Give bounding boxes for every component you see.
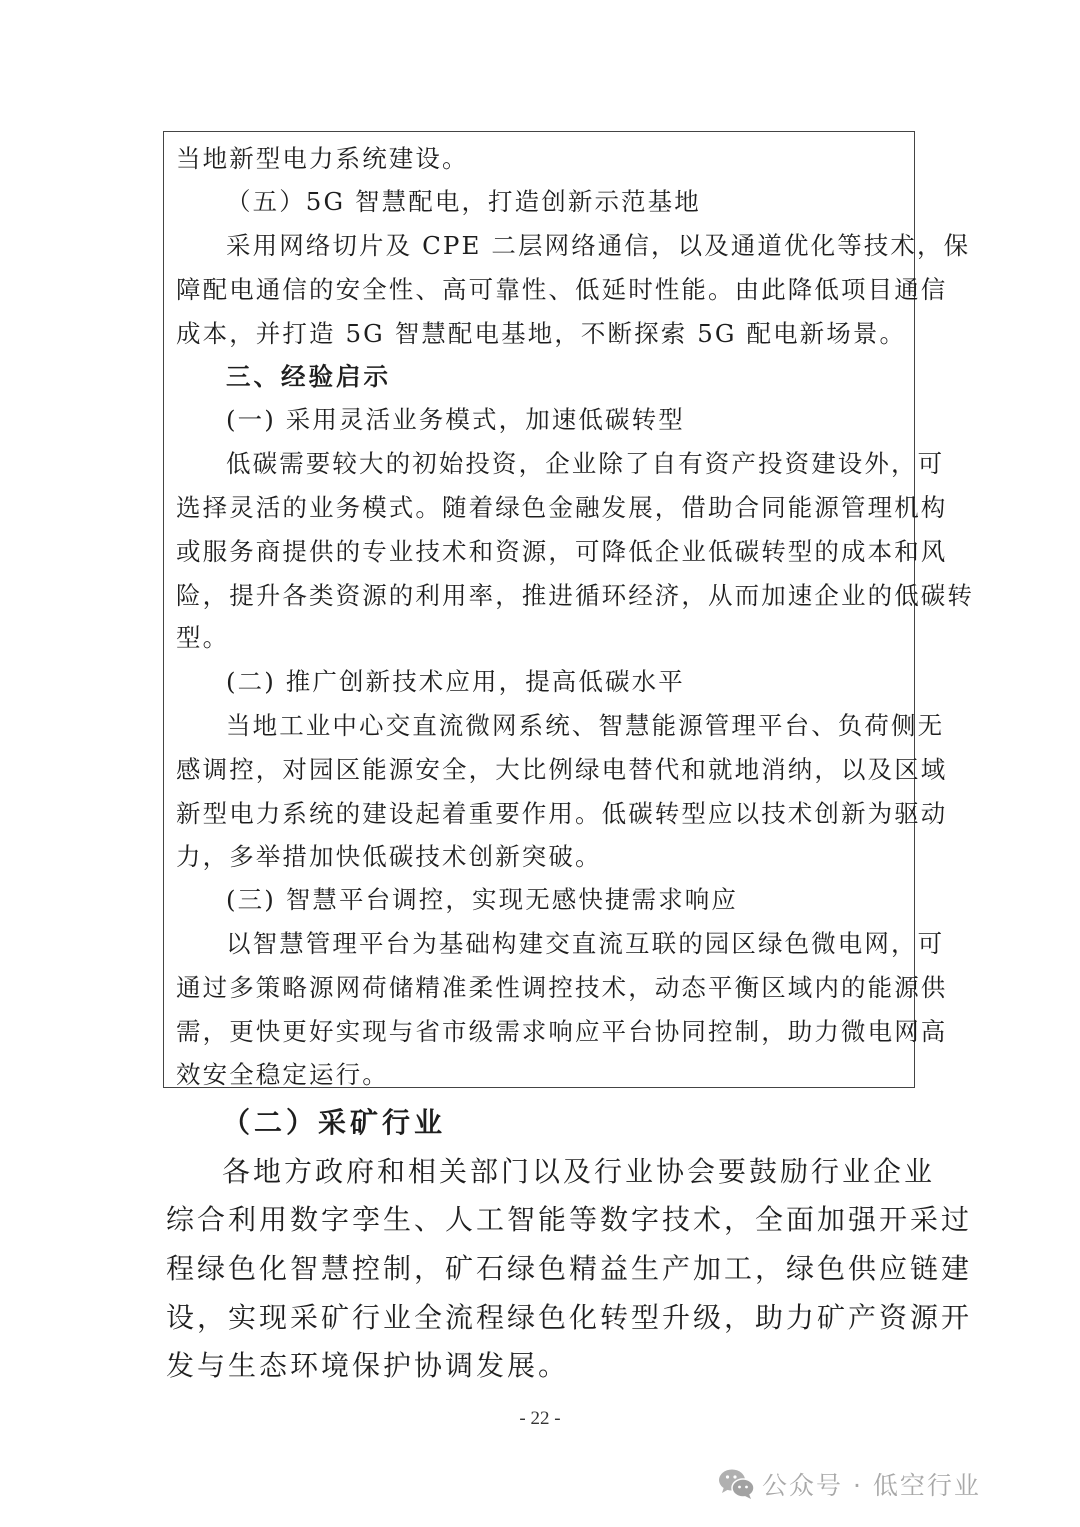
paragraph-line: 险，提升各类资源的利用率，推进循环经济，从而加速企业的低碳转 <box>176 581 974 610</box>
paragraph-line: 采用网络切片及 CPE 二层网络通信，以及通道优化等技术，保 <box>226 231 971 260</box>
paragraph-line: 型。 <box>176 623 230 652</box>
body-line: 各地方政府和相关部门以及行业协会要鼓励行业企业 <box>222 1155 936 1188</box>
subheading-innovation-tech: (二) 推广创新技术应用，提高低碳水平 <box>226 667 685 696</box>
box-line-continuation: 当地新型电力系统建设。 <box>176 144 469 173</box>
paragraph-line: 选择灵活的业务模式。随着绿色金融发展，借助合同能源管理机构 <box>176 493 948 522</box>
paragraph-line: 成本，并打造 5G 智慧配电基地，不断探索 5G 配电新场景。 <box>176 319 907 348</box>
paragraph-line: 新型电力系统的建设起着重要作用。低碳转型应以技术创新为驱动 <box>176 799 948 828</box>
body-line: 综合利用数字孪生、人工智能等数字技术，全面加强开采过 <box>166 1203 973 1236</box>
paragraph-line: 需，更快更好实现与省市级需求响应平台协同控制，助力微电网高 <box>176 1017 948 1046</box>
body-line: 发与生态环境保护协调发展。 <box>166 1349 570 1382</box>
wechat-icon <box>718 1468 756 1500</box>
paragraph-line: 当地工业中心交直流微网系统、智慧能源管理平台、负荷侧无 <box>226 711 945 740</box>
section-heading-mining: （二）采矿行业 <box>222 1106 447 1139</box>
watermark-text: 公众号 · 低空行业 <box>762 1471 981 1500</box>
subheading-flexible-business: (一) 采用灵活业务模式，加速低碳转型 <box>226 405 685 434</box>
paragraph-line: 以智慧管理平台为基础构建交直流互联的园区绿色微电网，可 <box>226 929 945 958</box>
wechat-watermark <box>718 1466 981 1502</box>
subheading-smart-platform: (三) 智慧平台调控，实现无感快捷需求响应 <box>226 885 739 914</box>
page-number: - 22 - <box>519 1408 561 1429</box>
subheading-5g-smart-distribution: （五）5G 智慧配电，打造创新示范基地 <box>226 187 701 216</box>
body-line: 程绿色化智慧控制，矿石绿色精益生产加工，绿色供应链建 <box>166 1252 973 1285</box>
body-line: 设，实现采矿行业全流程绿色化转型升级，助力矿产资源开 <box>166 1301 973 1334</box>
paragraph-line: 力，多举措加快低碳技术创新突破。 <box>176 842 602 871</box>
paragraph-line: 效安全稳定运行。 <box>176 1060 389 1089</box>
paragraph-line: 感调控，对园区能源安全，大比例绿电替代和就地消纳，以及区域 <box>176 755 948 784</box>
paragraph-line: 障配电通信的安全性、高可靠性、低延时性能。由此降低项目通信 <box>176 275 948 304</box>
paragraph-line: 或服务商提供的专业技术和资源，可降低企业低碳转型的成本和风 <box>176 537 948 566</box>
paragraph-line: 通过多策略源网荷储精准柔性调控技术，动态平衡区域内的能源供 <box>176 973 948 1002</box>
paragraph-line: 低碳需要较大的初始投资，企业除了自有资产投资建设外，可 <box>226 449 945 478</box>
section-heading-lessons: 三、经验启示 <box>226 362 391 391</box>
